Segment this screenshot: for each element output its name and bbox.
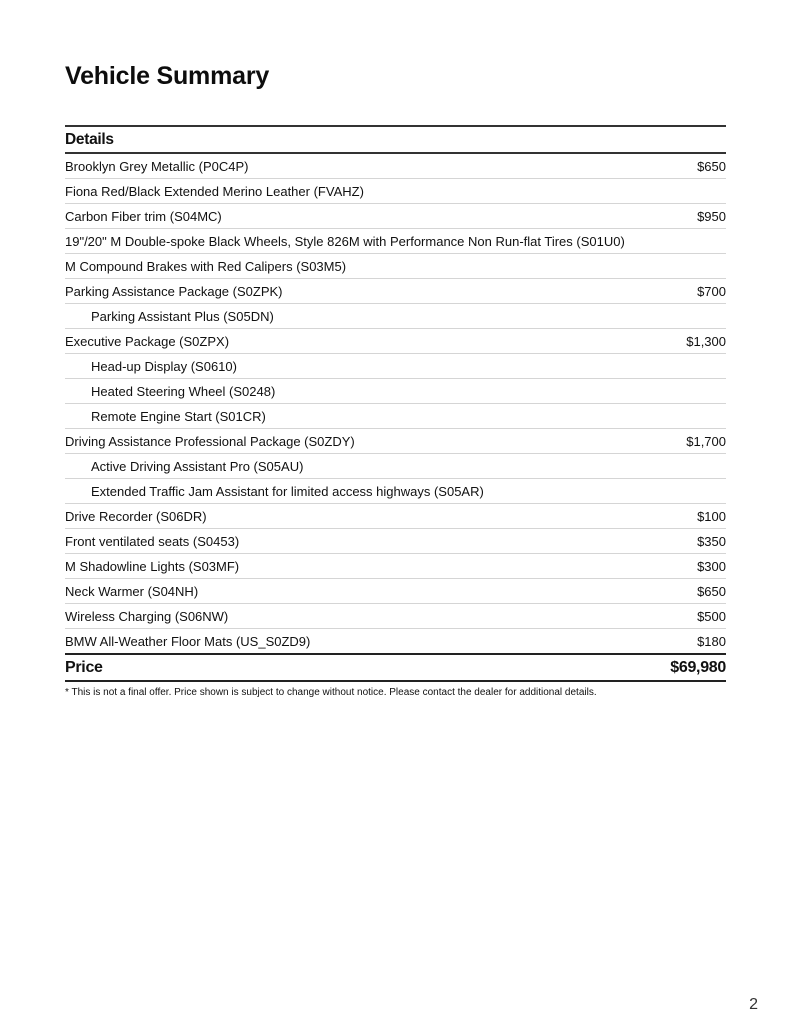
option-label: Brooklyn Grey Metallic (P0C4P) [65, 159, 249, 174]
page-number: 2 [749, 996, 758, 1013]
price-total-value: $69,980 [670, 658, 726, 676]
option-label: Parking Assistant Plus (S05DN) [91, 309, 274, 324]
table-row [65, 204, 726, 229]
table-row [65, 554, 726, 579]
table-row-sub-item [65, 479, 726, 504]
option-label: Extended Traffic Jam Assistant for limited access highways (S05AR) [91, 484, 484, 499]
option-price: $650 [697, 584, 726, 599]
option-label: Active Driving Assistant Pro (S05AU) [91, 459, 304, 474]
option-price: $300 [697, 559, 726, 574]
table-row-sub-item [65, 379, 726, 404]
option-price: $700 [697, 284, 726, 299]
table-row-sub-item [65, 404, 726, 429]
option-label: M Shadowline Lights (S03MF) [65, 559, 240, 574]
option-label: 19"/20" M Double-spoke Black Wheels, Style 826M with Performance Non Run-flat Tires (S01U0) [65, 234, 625, 249]
option-label: M Compound Brakes with Red Calipers (S03M5) [65, 259, 347, 274]
table-row [65, 254, 726, 279]
disclaimer-note: * This is not a final offer. Price shown is subject to change without notice. Please contact the dealer for additional details. [65, 687, 597, 698]
option-label: Carbon Fiber trim (S04MC) [65, 209, 222, 224]
table-row-sub-item [65, 304, 726, 329]
table-row [65, 429, 726, 454]
option-label: Fiona Red/Black Extended Merino Leather (FVAHZ) [65, 184, 364, 199]
table-row [65, 229, 726, 254]
vehicle-summary-table [65, 125, 726, 699]
option-label: Wireless Charging (S06NW) [65, 609, 229, 624]
option-price: $350 [697, 534, 726, 549]
table-row [65, 179, 726, 204]
option-label: Drive Recorder (S06DR) [65, 509, 207, 524]
table-row-sub-item [65, 454, 726, 479]
table-row [65, 279, 726, 304]
details-section-header: Details [65, 125, 726, 154]
option-price: $650 [697, 159, 726, 174]
option-price: $100 [697, 509, 726, 524]
table-row-sub-item [65, 354, 726, 379]
option-label: Front ventilated seats (S0453) [65, 534, 240, 549]
option-price: $950 [697, 209, 726, 224]
table-row [65, 504, 726, 529]
table-row [65, 329, 726, 354]
price-total-label: Price [65, 658, 103, 676]
option-label: BMW All-Weather Floor Mats (US_S0ZD9) [65, 634, 311, 649]
option-price: $500 [697, 609, 726, 624]
table-row [65, 629, 726, 653]
option-label: Executive Package (S0ZPX) [65, 334, 230, 349]
table-row [65, 154, 726, 179]
option-price: $1,700 [686, 434, 726, 449]
option-price: $180 [697, 634, 726, 649]
option-label: Neck Warmer (S04NH) [65, 584, 199, 599]
option-label: Head-up Display (S0610) [91, 359, 237, 374]
table-row [65, 579, 726, 604]
option-label: Parking Assistance Package (S0ZPK) [65, 284, 283, 299]
option-label: Driving Assistance Professional Package (S0ZDY) [65, 434, 355, 449]
option-label: Heated Steering Wheel (S0248) [91, 384, 276, 399]
option-rows [65, 154, 726, 653]
table-row [65, 529, 726, 554]
option-label: Remote Engine Start (S01CR) [91, 409, 266, 424]
option-price: $1,300 [686, 334, 726, 349]
page-title: Vehicle Summary [65, 62, 270, 90]
table-row [65, 604, 726, 629]
price-total-row [65, 653, 726, 682]
